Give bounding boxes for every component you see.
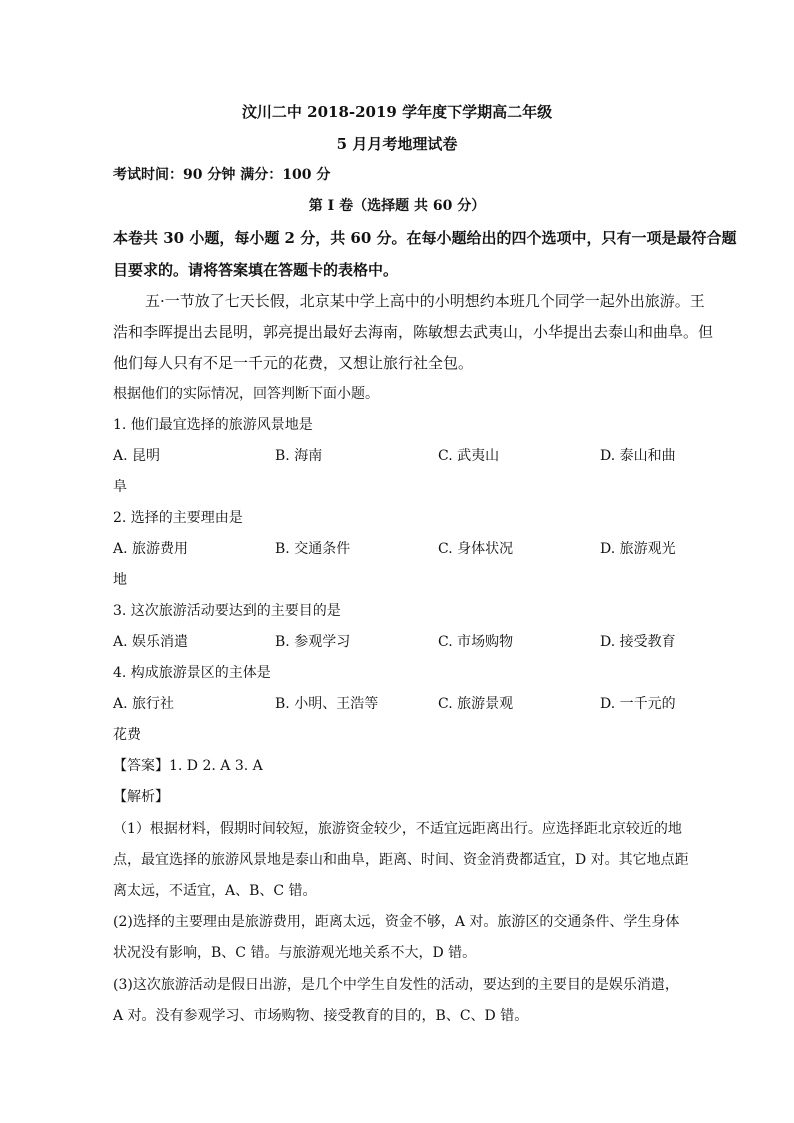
question-1-option-b: B. 海南 (275, 448, 323, 464)
material-line-1: 五·一节放了七天长假，北京某中学上高中的小明想约本班几个同学一起外出旅游。王 (145, 292, 705, 310)
exam-info: 考试时间：90 分钟 满分：100 分 (113, 167, 331, 183)
question-3-option-a: A. 娱乐消遣 (113, 634, 189, 650)
question-2-option-d-wrap: 地 (113, 572, 127, 588)
question-4-option-a: A. 旅行社 (113, 696, 175, 712)
question-4-option-d-wrap: 花费 (113, 727, 141, 743)
question-1-option-c: C. 武夷山 (438, 448, 500, 464)
analysis-line-1: （1）根据材料，假期时间较短，旅游资金较少，不适宜远距离出行。应选择距北京较近的地 (113, 821, 682, 837)
question-2-option-a: A. 旅游费用 (113, 541, 189, 557)
analysis-line-3: 离太远，不适宜，A、B、C 错。 (113, 883, 317, 899)
material-line-2: 浩和李晖提出去昆明，郭亮提出最好去海南，陈敏想去武夷山，小华提出去泰山和曲阜。但 (113, 323, 714, 341)
analysis-line-2: 点，最宜选择的旅游风景地是泰山和曲阜，距离、时间、资金消费都适宜，D 对。其它地点距 (113, 852, 689, 868)
question-4-stem: 4. 构成旅游景区的主体是 (113, 665, 271, 681)
question-3-stem: 3. 这次旅游活动要达到的主要目的是 (113, 603, 341, 619)
instructions-line-2: 目要求的。请将答案填在答题卡的表格中。 (113, 261, 399, 279)
question-1-option-d-wrap: 阜 (113, 479, 127, 495)
analysis-line-5: 状况没有影响，B、C 错。与旅游观光地关系不大，D 错。 (113, 945, 477, 961)
analysis-line-6: (3)这次旅游活动是假日出游，是几个中学生自发性的活动，要达到的主要目的是娱乐消遣， (113, 977, 679, 993)
section-title: 第 I 卷（选择题 共 60 分） (308, 198, 486, 214)
question-1-stem: 1. 他们最宜选择的旅游风景地是 (113, 417, 313, 433)
question-2-option-d: D. 旅游观光 (600, 541, 676, 557)
lead-text: 根据他们的实际情况，回答判断下面小题。 (113, 386, 379, 402)
title-line-1: 汶川二中 2018-2019 学年度下学期高二年级 (241, 103, 553, 121)
question-3-option-b: B. 参观学习 (275, 634, 351, 650)
question-2-option-c: C. 身体状况 (438, 541, 514, 557)
material-line-3: 他们每人只有不足一千元的花费，又想让旅行社全包。 (113, 354, 474, 372)
analysis-label: 【解析】 (113, 789, 169, 805)
question-2-option-b: B. 交通条件 (275, 541, 351, 557)
title-line-2: 5 月月考地理试卷 (336, 135, 458, 153)
analysis-line-4: (2)选择的主要理由是旅游费用，距离太远，资金不够，A 对。旅游区的交通条件、学生身体 (113, 914, 680, 930)
question-1-option-a: A. 昆明 (113, 448, 161, 464)
question-3-option-c: C. 市场购物 (438, 634, 514, 650)
question-4-option-d: D. 一千元的 (600, 696, 676, 712)
analysis-line-7: A 对。没有参观学习、市场购物、接受教育的目的，B、C、D 错。 (113, 1008, 529, 1024)
question-1-option-d: D. 泰山和曲 (600, 448, 676, 464)
question-3-option-d: D. 接受教育 (600, 634, 676, 650)
question-4-option-c: C. 旅游景观 (438, 696, 514, 712)
question-2-stem: 2. 选择的主要理由是 (113, 510, 243, 526)
instructions-line-1: 本卷共 30 小题，每小题 2 分，共 60 分。在每小题给出的四个选项中，只有一项是最符合题 (113, 229, 737, 247)
question-4-option-b: B. 小明、王浩等 (275, 696, 379, 712)
answer-line: 【答案】1. D 2. A 3. A (113, 758, 263, 774)
